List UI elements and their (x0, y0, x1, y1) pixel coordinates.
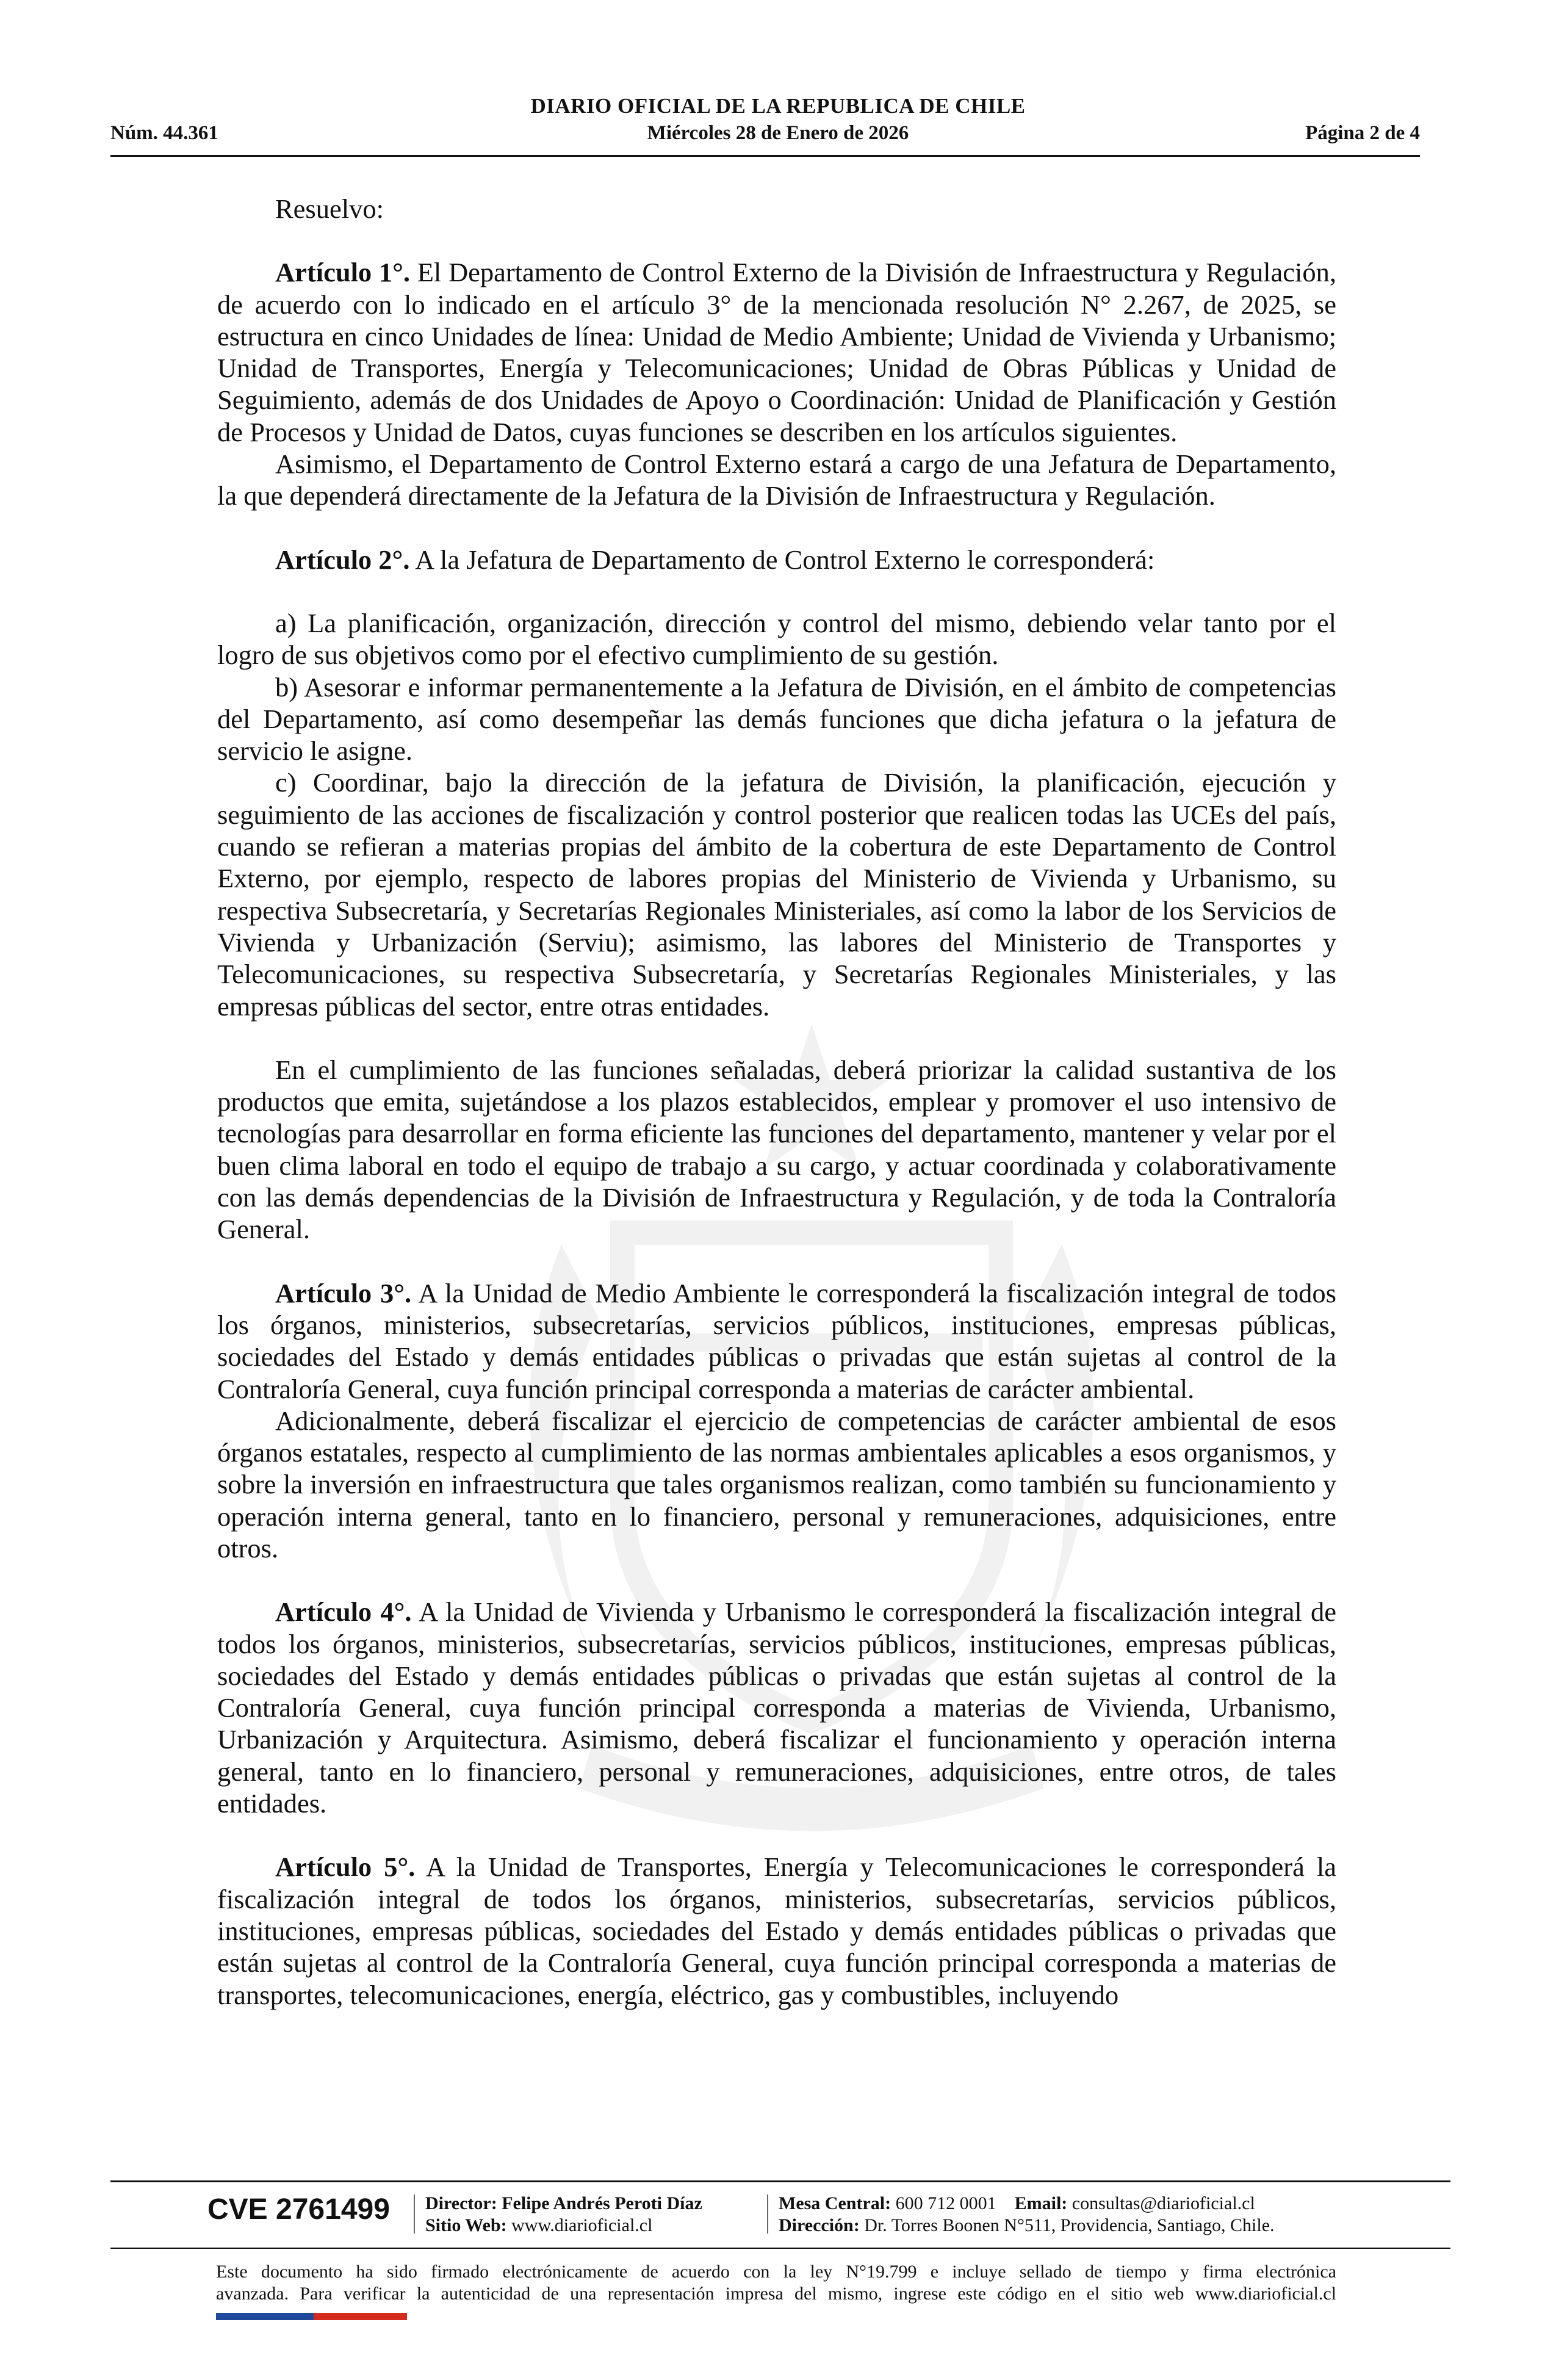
article-3-paragraph-2: Adicionalmente, deberá fiscalizar el ejercicio de competencias de carácter ambiental de esos órganos estatales, respecto al cumplimiento de las normas ambientales aplicables a esos organismos, y sobre la inversión en infraestructura que tales organismos realizan, como también su funcionamiento y operación interna general, tanto en lo financiero, personal y remuneraciones, adquisiciones, entre otros. (217, 1405, 1336, 1563)
article-3-title: Artículo 3°. (275, 1277, 412, 1308)
flag-stripe-blue (216, 2313, 314, 2320)
header-divider (110, 155, 1420, 157)
legal-line-1: Este documento ha sido firmado electrónicamente de acuerdo con la ley N°19.799 e incluye sellado de tiempo y firma electrónica (216, 2262, 1336, 2282)
footer-director-block (425, 2193, 702, 2237)
article-5-text: A la Unidad de Transportes, Energía y Telecomunicaciones le corresponderá la fiscalización integral de todos los órganos, ministerios, subsecretarías, servicios públicos, instituciones, empresas públicas, sociedades del Estado y demás entidades públicas o privadas que están sujetas al control de la Contraloría General, cuya función principal corresponda a materias de transportes, telecomunicaciones, energía, eléctrico, gas y combustibles, incluyendo (217, 1852, 1336, 2010)
director-name: Felipe Andrés Peroti Díaz (502, 2193, 702, 2213)
email-link[interactable]: consultas@diarioficial.cl (1072, 2193, 1255, 2213)
footer-top-divider (110, 2180, 1450, 2182)
article-4-title: Artículo 4°. (275, 1596, 412, 1628)
electronic-signature-notice (216, 2261, 1336, 2305)
article-1-paragraph (217, 256, 1336, 448)
address-label: Dirección: (779, 2215, 860, 2235)
issue-number: Núm. 44.361 (110, 122, 218, 144)
newspaper-title: DIARIO OFICIAL DE LA REPUBLICA DE CHILE (530, 94, 1026, 118)
article-1-paragraph-2: Asimismo, el Departamento de Control Externo estará a cargo de una Jefatura de Departamento, la que dependerá directamente de la Jefatura de la División de Infraestructura y Regulación. (217, 449, 1336, 511)
article-1-title: Artículo 1°. (275, 257, 411, 288)
resuelvo-heading: Resuelvo: (275, 193, 384, 224)
article-2-title: Artículo 2°. (275, 544, 410, 575)
document-body (217, 193, 1336, 2011)
cve-code: CVE 2761499 (207, 2193, 390, 2226)
website-label: Sitio Web: (425, 2215, 507, 2235)
article-1-text: El Departamento de Control Externo de la División de Infraestructura y Regulación, de acuerdo con lo indicado en el artículo 3° de la mencionada resolución N° 2.267, de 2025, se estructura en cinco Unidades de línea: Unidad de Medio Ambiente; Unidad de Vivienda y Urbanismo; Unidad de Transportes, Energía y Telecomunicaciones; Unidad de Obras Públicas y Unidad de Seguimiento, además de dos Unidades de Apoyo o Coordinación: Unidad de Planificación y Gestión de Procesos y Unidad de Datos, cuyas funciones se describen en los artículos siguientes. (217, 257, 1336, 447)
article-3-paragraph (217, 1277, 1336, 1405)
mesa-central-label: Mesa Central: (779, 2193, 891, 2213)
article-2-item-a: a) La planificación, organización, dirección y control del mismo, debiendo velar tanto por el logro de sus objetivos como por el efectivo cumplimiento de su gestión. (217, 607, 1336, 671)
address-value: Dr. Torres Boonen N°511, Providencia, Santiago, Chile. (864, 2215, 1275, 2235)
article-2-paragraph (217, 544, 1336, 575)
article-2-text: A la Jefatura de Departamento de Control Externo le corresponderá: (409, 544, 1155, 575)
article-5-paragraph (217, 1851, 1336, 2010)
website-link[interactable]: www.diarioficial.cl (511, 2215, 653, 2235)
article-2-item-b: b) Asesorar e informar permanentemente a la Jefatura de División, en el ámbito de competencias del Departamento, así como desempeñar las demás funciones que dicha jefatura o la jefatura de servicio le asigne. (217, 671, 1336, 766)
article-4-paragraph (217, 1596, 1336, 1819)
flag-stripe-red (314, 2313, 407, 2320)
footer-separator (414, 2194, 415, 2234)
director-label: Director: (425, 2193, 497, 2213)
legal-line-2: avanzada. Para verificar la autenticidad de una representación impresa del mismo, ingrese este código en el sitio web www.diarioficial.cl (216, 2284, 1336, 2304)
article-5-title: Artículo 5°. (275, 1852, 416, 1883)
footer-contact-block (779, 2193, 1275, 2237)
article-2-closing: En el cumplimiento de las funciones señaladas, deberá priorizar la calidad sustantiva de los productos que emita, sujetándose a los plazos establecidos, emplear y promover el uso intensivo de tecnologías para desarrollar en forma eficiente las funciones del departamento, mantener y velar por el buen clima laboral en todo el equipo de trabajo a su cargo, y actuar coordinada y colaborativamente con las demás dependencias de la División de Infraestructura y Regulación, y de toda la Contraloría General. (217, 1054, 1336, 1245)
page-indicator: Página 2 de 4 (1305, 122, 1420, 144)
article-3-text: A la Unidad de Medio Ambiente le corresponderá la fiscalización integral de todos los órganos, ministerios, subsecretarías, servicios públicos, instituciones, empresas públicas, sociedades del Estado y demás entidades públicas o privadas que están sujetas al control de la Contraloría General, cuya función principal corresponda a materias de carácter ambiental. (217, 1277, 1337, 1404)
footer-bottom-divider (110, 2248, 1450, 2249)
footer-separator (767, 2194, 768, 2234)
mesa-central-phone: 600 712 0001 (895, 2193, 996, 2213)
issue-date: Miércoles 28 de Enero de 2026 (647, 122, 909, 144)
article-2-item-c: c) Coordinar, bajo la dirección de la jefatura de División, la planificación, ejecución y seguimiento de las acciones de fiscalización y control posterior que realicen todas las UCEs del país, cuando se refieran a materias propias del ámbito de la cobertura de este Departamento de Control Externo, por ejemplo, respecto de labores propias del Ministerio de Vivienda y Urbanismo, su respectiva Subsecretaría, y Secretarías Regionales Ministeriales, así como la labor de los Servicios de Vivienda y Urbanización (Serviu); asimismo, las labores del Ministerio de Transportes y Telecomunicaciones, su respectiva Subsecretaría, y Secretarías Regionales Ministeriales, y las empresas públicas del sector, entre otras entidades. (217, 767, 1336, 1022)
article-4-text: A la Unidad de Vivienda y Urbanismo le corresponderá la fiscalización integral de todos los órganos, ministerios, subsecretarías, servicios públicos, instituciones, empresas públicas, sociedades del Estado y demás entidades públicas o privadas que están sujetas al control de la Contraloría General, cuya función principal corresponda a materias de Vivienda, Urbanismo, Urbanización y Arquitectura. Asimismo, deberá fiscalizar el funcionamiento y operación interna general, tanto en lo financiero, personal y remuneraciones, adquisiciones, entre otros, de tales entidades. (217, 1596, 1336, 1819)
email-label: Email: (1014, 2193, 1068, 2213)
